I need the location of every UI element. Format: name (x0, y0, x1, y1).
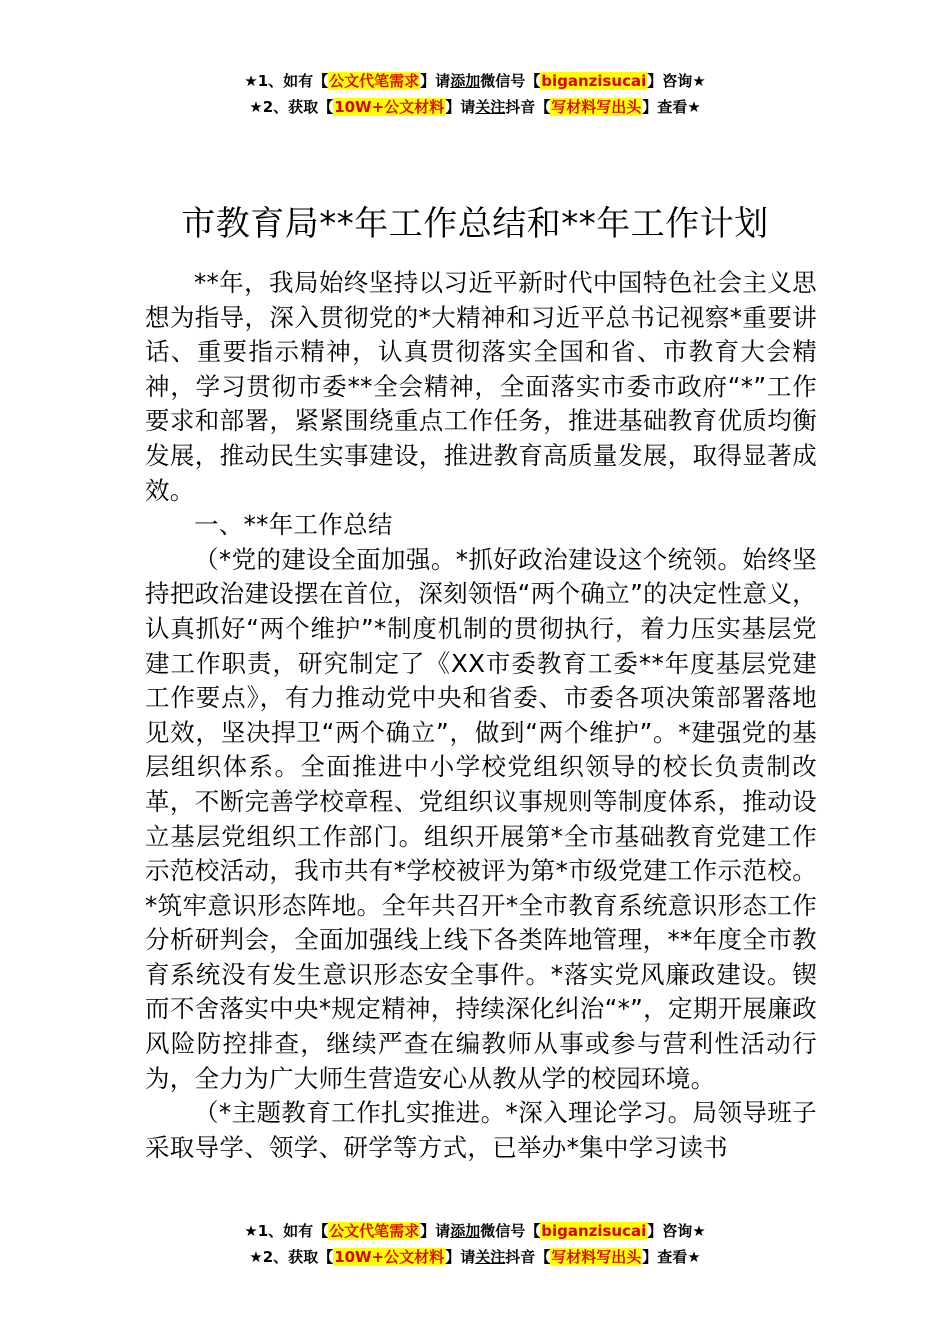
promo-highlight: 10W+公文材料 (334, 98, 445, 116)
promo-text: 微信号【 (480, 1222, 541, 1240)
promo-line-1 (0, 1218, 950, 1244)
promo-highlight: 10W+公文材料 (334, 1248, 445, 1266)
promo-text: ★2、获取【 (249, 1248, 334, 1266)
body-paragraph: **年，我局始终坚持以习近平新时代中国特色社会主义思想为指导，深入贯彻党的*大精神和习近平总书记视察*重要讲话、重要指示精神，认真贯彻落实全国和省、市教育大会精神，学习贯彻市委**全会精神，全面落实市委市政府“*”工作要求和部署，紧紧围绕重点工作任务，推进基础教育优质均衡发展，推动民生实事建设，推进教育高质量发展，取得显著成效。 (145, 268, 817, 505)
body-paragraph: （*党的建设全面加强。*抓好政治建设这个统领。始终坚持把政治建设摆在首位，深刻领悟“两个确立”的决定性意义，认真抓好“两个维护”*制度机制的贯彻执行，着力压实基层党建工作职责，研究制定了《XX市委教育工委**年度基层党建工作要点》，有力推动党中央和省委、市委各项决策部署落地见效，坚决捍卫“两个确立”，做到“两个维护”。*建强党的基层组织体系。全面推进中小学校党组织领导的校长负责制改革，不断完善学校章程、党组织议事规则等制度体系，推动设立基层党组织工作部门。组织开展第*全市基础教育党建工作示范校活动，我市共有*学校被评为第*市级党建工作示范校。*筑牢意识形态阵地。全年共召开*全市教育系统意识形态工作分析研判会，全面加强线上线下各类阵地管理，**年度全市教育系统没有发生意识形态安全事件。*落实党风廉政建设。锲而不舍落实中央*规定精神，持续深化纠治“*”，定期开展廉政风险防控排查，继续严查在编教师从事或参与营利性活动行为，全力为广大师生营造安心从教从学的校园环境。 (145, 544, 817, 1093)
promo-text: 】查看★ (642, 98, 701, 116)
promo-highlight: 写材料写出头 (551, 1248, 642, 1266)
promo-line-1 (0, 68, 950, 94)
promo-text: 】请 (420, 72, 451, 90)
promo-highlight: 写材料写出头 (551, 98, 642, 116)
promo-highlight: biganzisucai (541, 72, 647, 90)
promo-line-2 (0, 1244, 950, 1270)
promo-text: 抖音【 (505, 98, 551, 116)
promo-highlight: biganzisucai (541, 1222, 647, 1240)
promo-underline: 添加 (450, 72, 481, 90)
promo-text: 】请 (445, 98, 476, 116)
promo-text: 】咨询★ (647, 1222, 706, 1240)
promo-line-2 (0, 94, 950, 120)
promo-highlight: 公文代笔需求 (329, 72, 420, 90)
promo-text: ★1、如有【 (244, 1222, 329, 1240)
promo-text: ★1、如有【 (244, 72, 329, 90)
promo-underline: 关注 (475, 98, 506, 116)
document-body (145, 266, 817, 1165)
promo-banner-top (0, 68, 950, 120)
promo-banner-bottom (0, 1218, 950, 1270)
promo-highlight: 公文代笔需求 (329, 1222, 420, 1240)
section-heading: 一、**年工作总结 (194, 510, 393, 540)
promo-text: 】查看★ (642, 1248, 701, 1266)
promo-text: 】请 (445, 1248, 476, 1266)
promo-underline: 关注 (475, 1248, 506, 1266)
promo-text: ★2、获取【 (249, 98, 334, 116)
promo-text: 抖音【 (505, 1248, 551, 1266)
promo-text: 】请 (420, 1222, 451, 1240)
body-paragraph: （*主题教育工作扎实推进。*深入理论学习。局领导班子采取导学、领学、研学等方式，已举办*集中学习读书 (145, 1098, 817, 1162)
promo-text: 微信号【 (480, 72, 541, 90)
promo-text: 】咨询★ (647, 72, 706, 90)
document-title: 市教育局**年工作总结和**年工作计划 (181, 203, 769, 244)
promo-underline: 添加 (450, 1222, 481, 1240)
